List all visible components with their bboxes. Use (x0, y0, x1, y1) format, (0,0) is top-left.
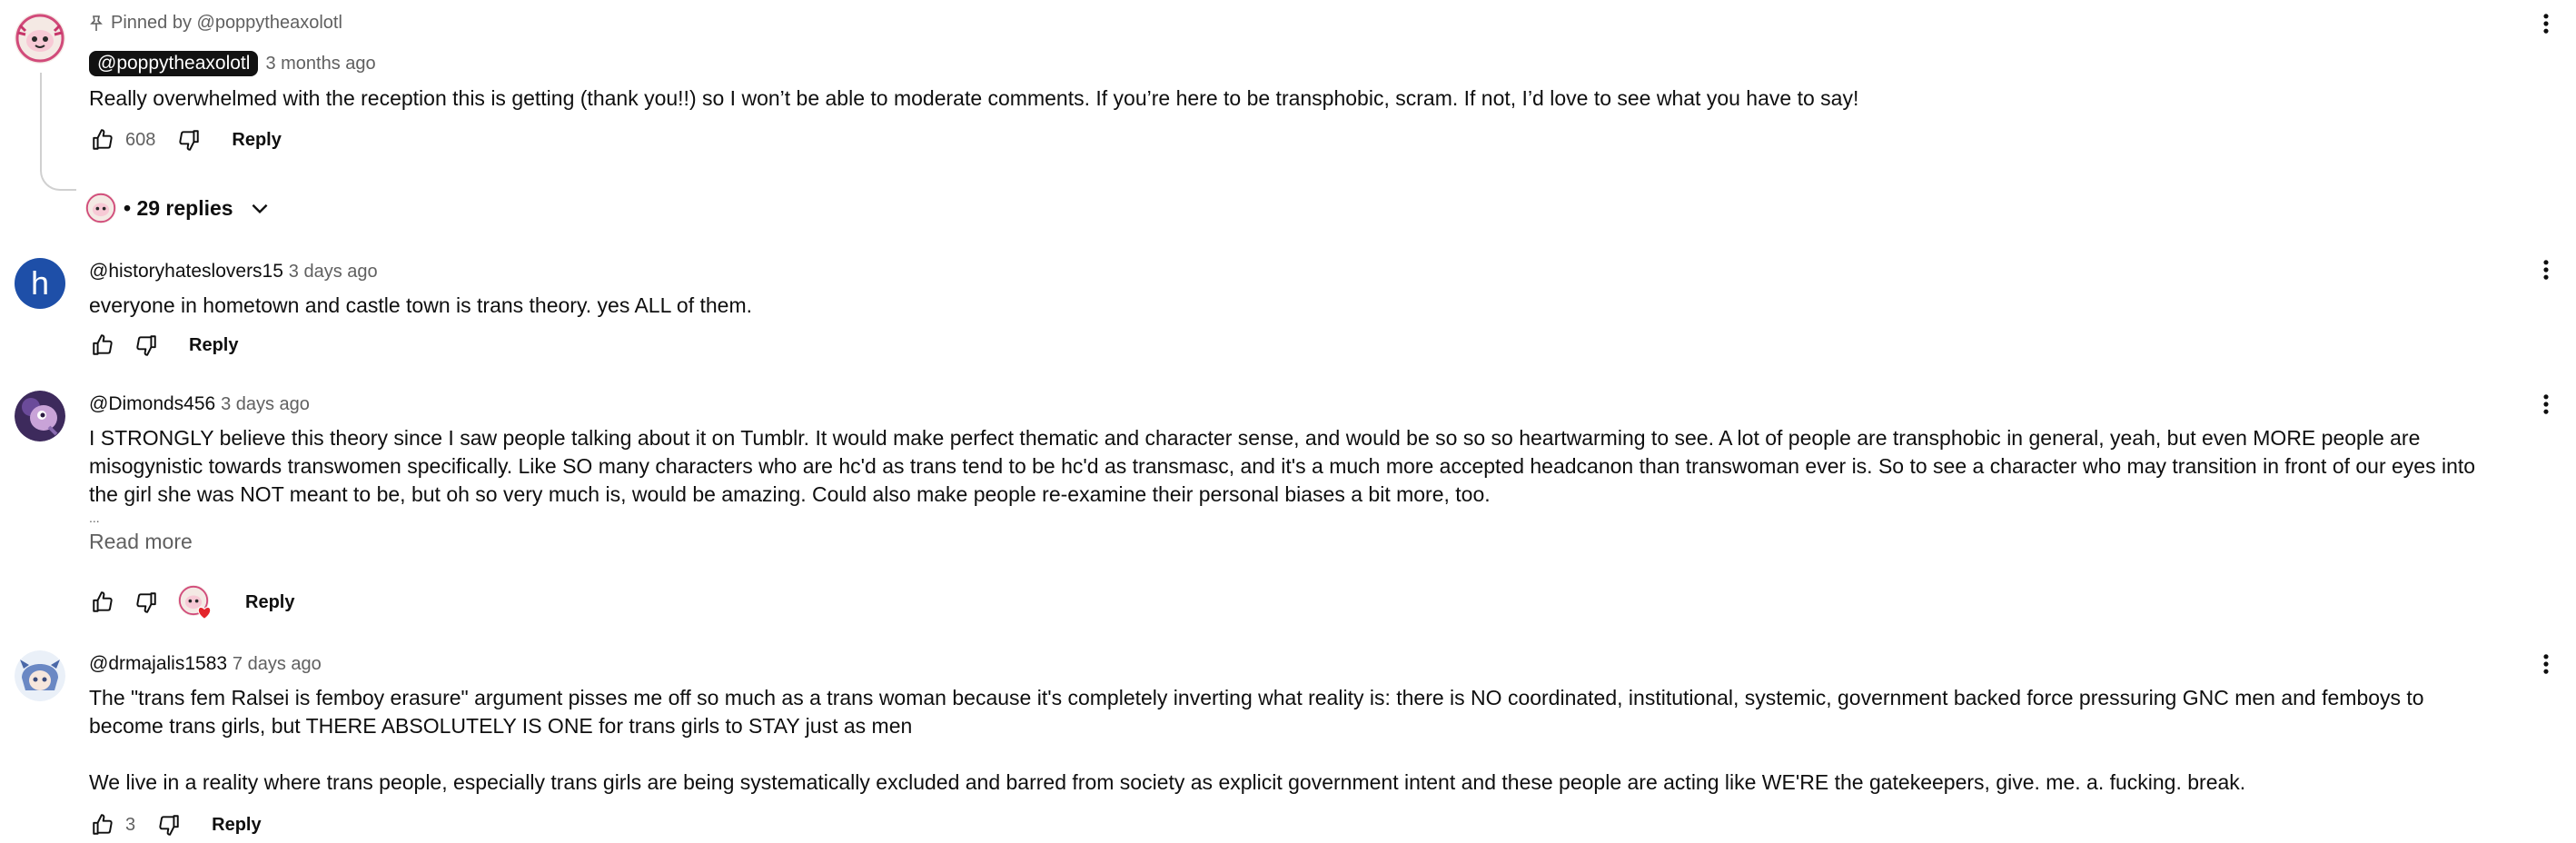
truncation-ellipsis: ... (89, 511, 100, 525)
comment-paragraph: The "trans fem Ralsei is femboy erasure" argument pisses me off so much as a trans woman because it's completely inverting what reality is: there is NO coordinated, institutional, systemic, government backed force pressuring GNC men and femboys to become trans girls, but THERE ABSOLUTELY IS ONE for trans girls to STAY just as men (89, 686, 2424, 738)
pinned-label: Pinned by @poppytheaxolotl (111, 13, 342, 33)
like-button[interactable] (89, 811, 116, 838)
comment-paragraph: We live in a reality where trans people, especially trans girls are being systematically excluded and barred from society as explicit government intent and these people are acting like WE'RE the gatekeepers, give. me. a. fucking. break. (89, 770, 2246, 794)
chevron-down-icon (248, 196, 272, 220)
thumbs-up-icon (91, 813, 114, 837)
avatar[interactable] (15, 650, 65, 701)
comment-text: Really overwhelmed with the reception this is getting (thank you!!) so I won’t be able to moderate comments. If you’re here to be transphobic, scram. If not, I’d love to see what you have to say! (89, 86, 1859, 110)
dislike-button[interactable] (133, 589, 160, 616)
avatar[interactable] (15, 391, 65, 441)
author-chip[interactable]: @poppytheaxolotl (89, 51, 258, 76)
comment-time[interactable]: 7 days ago (232, 654, 322, 674)
comment-text (89, 684, 2503, 797)
thumbs-down-icon (134, 590, 158, 614)
heart-icon (196, 605, 213, 620)
thumbs-up-icon (91, 590, 114, 614)
read-more-button[interactable]: Read more (89, 530, 193, 553)
comment-time[interactable]: 3 months ago (265, 54, 376, 74)
more-vert-icon (2533, 392, 2559, 417)
thumbs-down-icon (134, 333, 158, 357)
pinned-indicator (89, 13, 342, 34)
thumbs-up-icon (91, 333, 114, 357)
like-button[interactable] (89, 589, 116, 616)
dislike-button[interactable] (175, 126, 203, 154)
thread-connector (40, 73, 76, 191)
reply-button[interactable]: Reply (245, 591, 295, 612)
comment-text: I STRONGLY believe this theory since I saw people talking about it on Tumblr. It would make perfect thematic and character sense, and would be so so so heartwarming to see. A lot of people are transphobic in general, yeah, but even MORE people are misogynistic towards transwomen specifically. Like SO many characters who are hc'd as trans tend to be hc'd as transmasc, and it's a much more accepted headcanon than transwoman ever is. So to see a character who may transition in front of our eyes into the girl she was NOT meant to be, but oh so very much is, would be amazing. Could also make people re-examine their personal biases a bit more, too. (89, 426, 2476, 506)
thumbs-down-icon (157, 813, 181, 837)
thumbs-up-icon (91, 128, 114, 152)
comment-text: everyone in hometown and castle town is trans theory. yes ALL of them. (89, 293, 753, 317)
more-vert-icon (2533, 651, 2559, 677)
comment-menu-button[interactable] (2532, 256, 2560, 283)
like-button[interactable] (89, 126, 116, 154)
comment-author[interactable]: @drmajalis1583 (89, 653, 228, 674)
replies-toggle-button[interactable] (85, 191, 272, 225)
like-count: 3 (125, 814, 136, 835)
dislike-button[interactable] (155, 811, 183, 838)
like-button[interactable] (89, 332, 116, 359)
reply-button[interactable]: Reply (232, 129, 282, 150)
dislike-button[interactable] (133, 332, 160, 359)
comment-time[interactable]: 3 days ago (288, 262, 378, 282)
thumbs-down-icon (177, 128, 201, 152)
pin-icon (89, 15, 104, 32)
replies-count: • 29 replies (124, 195, 233, 220)
reply-button[interactable]: Reply (189, 334, 239, 355)
creator-heart-badge (178, 585, 213, 620)
comment-menu-button[interactable] (2532, 10, 2560, 37)
like-count: 608 (125, 129, 156, 150)
comment-time[interactable]: 3 days ago (221, 394, 310, 414)
more-vert-icon (2533, 11, 2559, 36)
creator-avatar (85, 193, 116, 223)
more-vert-icon (2533, 257, 2559, 283)
comment-menu-button[interactable] (2532, 391, 2560, 418)
avatar[interactable] (15, 13, 65, 64)
comment-menu-button[interactable] (2532, 650, 2560, 678)
reply-button[interactable]: Reply (212, 814, 262, 835)
comment-author[interactable]: @Dimonds456 (89, 393, 216, 414)
comment-author[interactable]: @historyhateslovers15 (89, 261, 283, 282)
avatar[interactable]: h (15, 258, 65, 309)
